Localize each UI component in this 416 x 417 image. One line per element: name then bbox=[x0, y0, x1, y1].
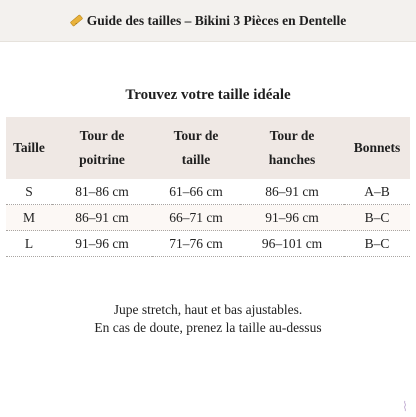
section-subtitle: Trouvez votre taille idéale bbox=[125, 87, 291, 103]
header-label: Taille bbox=[13, 140, 45, 155]
header-cell-hanches bbox=[240, 117, 344, 179]
header-label: Tour de bbox=[269, 128, 315, 143]
cell-chest: 81–86 cm bbox=[52, 179, 152, 205]
header-cell-bonnets bbox=[344, 117, 410, 179]
header-label: Tour de bbox=[173, 128, 219, 143]
table-header-row bbox=[6, 117, 410, 179]
table-row bbox=[6, 231, 410, 257]
cell-waist: 71–76 cm bbox=[152, 231, 240, 257]
cell-hips: 91–96 cm bbox=[240, 205, 344, 231]
footer-line-2: En cas de doute, prenez la taille au-dessus bbox=[94, 320, 322, 335]
header-label: hanches bbox=[268, 152, 316, 167]
header-cell-taille bbox=[6, 117, 52, 179]
header-bar bbox=[0, 0, 416, 42]
cell-hips: 86–91 cm bbox=[240, 179, 344, 205]
cell-chest: 91–96 cm bbox=[52, 231, 152, 257]
ruler-icon bbox=[70, 14, 83, 27]
table-row bbox=[6, 179, 410, 205]
cell-cups: B–C bbox=[344, 231, 410, 257]
footer-line-1: Jupe stretch, haut et bas ajustables. bbox=[113, 302, 303, 317]
cell-chest: 86–91 cm bbox=[52, 205, 152, 231]
footer-note bbox=[0, 301, 416, 337]
cell-waist: 66–71 cm bbox=[152, 205, 240, 231]
cell-cups: B–C bbox=[344, 205, 410, 231]
header-label: taille bbox=[181, 152, 211, 167]
cell-cups: A–B bbox=[344, 179, 410, 205]
header-label: Bonnets bbox=[353, 140, 401, 155]
header-cell-poitrine bbox=[52, 117, 152, 179]
cell-hips: 96–101 cm bbox=[240, 231, 344, 257]
cell-waist: 61–66 cm bbox=[152, 179, 240, 205]
cell-size: L bbox=[6, 231, 52, 257]
cell-size: S bbox=[6, 179, 52, 205]
header-label: Tour de bbox=[79, 128, 125, 143]
table-row bbox=[6, 205, 410, 231]
page-title: Guide des tailles – Bikini 3 Pièces en Dentelle bbox=[86, 12, 347, 28]
header-cell-taille-tour bbox=[152, 117, 240, 179]
header-label: poitrine bbox=[79, 152, 125, 167]
header-content bbox=[70, 13, 347, 29]
size-table bbox=[6, 117, 410, 257]
watermark-icon bbox=[400, 399, 410, 411]
cell-size: M bbox=[6, 205, 52, 231]
